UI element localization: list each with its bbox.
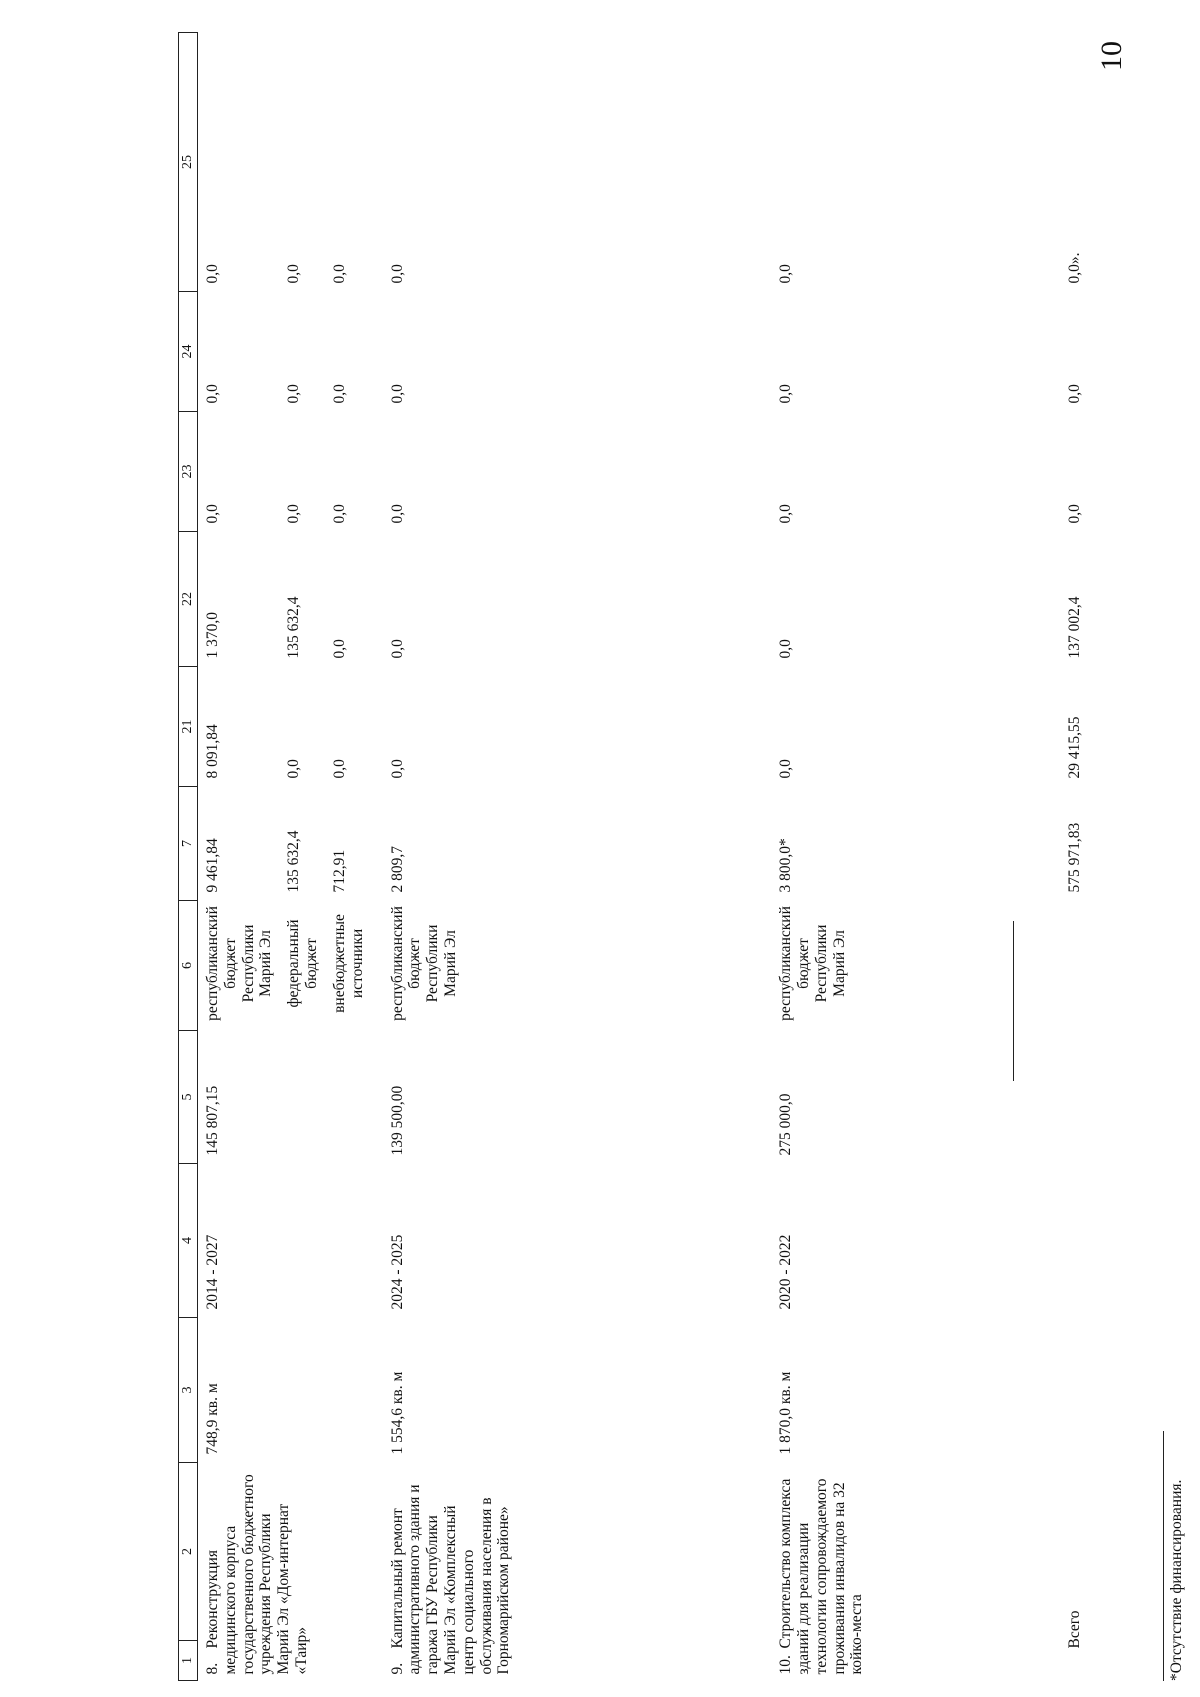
col-header: 25 [179,33,198,292]
cost-cell: 275 000,0 [777,1093,795,1156]
value-cell: 9 461,84 [204,838,221,893]
total-value-cell: 0,0». [1066,252,1084,284]
object-name: Реконструкция медицинского корпуса государственного бюджетного учреждения Республики Марий Эл «Дом-интернат «Таир» [204,1474,311,1675]
object-name-cell [771,1463,1048,1681]
object-name-cell [198,1463,371,1681]
gap-cell [759,33,771,1681]
empty-cell [1060,1318,1138,1463]
gap-cell [371,33,383,1681]
value-cell: 0,0 [388,384,406,404]
financing-table [178,32,1138,1681]
table-row [771,33,1048,1681]
total-value-cell: 0,0 [1066,384,1084,404]
value-cell: 0,0 [777,384,795,404]
col-header: 3 [179,1318,198,1463]
footnote-rule [1163,1431,1164,1681]
total-value-cell: 575 971,83 [1066,822,1084,893]
cost-cell: 139 500,00 [388,1085,406,1156]
period-cell: 2024 - 2025 [388,1234,406,1310]
area-cell: 1 554,6 кв. м [388,1371,406,1455]
value-cell: 135 632,4 [285,830,303,893]
value-cell: 0,0 [777,504,795,524]
col-header: 6 [179,901,198,1031]
object-name-cell [383,1463,760,1681]
value-cell: 8 091,84 [204,724,221,779]
value-cell: 0,0 [204,384,221,404]
total-value-cell: 29 415,55 [1066,716,1084,779]
value-cell: 0,0 [777,759,795,779]
value-cell: 0,0 [204,504,221,524]
value-cell: 0,0 [330,384,348,404]
col-header: 23 [179,412,198,532]
page-number: 10 [1095,41,1128,71]
value-cell: 0,0 [285,504,303,524]
value-cell: 0,0 [204,264,221,284]
row-number: 9. [388,1662,406,1675]
total-label-cell [1060,1463,1138,1681]
value-cell: 3 800,0* [777,838,795,893]
table-row [383,33,760,1681]
col-header: 24 [179,292,198,412]
row-gap [371,33,383,1681]
total-value-cell: 137 002,4 [1066,596,1084,659]
value-cell: 712,91 [330,849,348,893]
value-cell: 0,0 [777,639,795,659]
total-row [1060,33,1138,1681]
col-header: 22 [179,532,198,667]
value-cell: 1 370,0 [204,612,221,659]
col-header: 7 [179,787,198,901]
cost-cell: 145 807,15 [204,1085,221,1156]
row-number: 8. [204,1662,221,1675]
source-cell: внебюджетные источники [330,914,366,1013]
object-name: Капитальный ремонт административного здания и гаража ГБУ Республики Марий Эл «Комплексный центр социального обслуживания населения в Горномарийском районе» [388,1484,513,1675]
table-row [198,33,280,1681]
area-cell: 1 870,0 кв. м [777,1371,795,1455]
value-cell: 0,0 [285,264,303,284]
value-cell: 0,0 [285,759,303,779]
gap-cell [1048,33,1060,1681]
value-cell: 0,0 [388,639,406,659]
source-cell: республиканский бюджет Республики Марий Эл [777,906,848,1021]
value-cell: 0,0 [330,504,348,524]
col-header: 5 [179,1031,198,1164]
value-cell: 135 632,4 [285,596,303,659]
value-cell: 0,0 [330,639,348,659]
source-cell: республиканский бюджет Республики Марий Эл [204,906,275,1021]
value-cell: 0,0 [388,504,406,524]
total-label: Всего [1066,1610,1084,1649]
row-gap [759,33,771,1681]
value-cell: 0,0 [330,264,348,284]
col-header: 1 [179,1641,198,1681]
period-cell: 2014 - 2027 [204,1234,221,1310]
value-cell: 0,0 [330,759,348,779]
footnote: *Отсутствие финансирования. [1168,1479,1185,1681]
empty-cell [1060,1031,1138,1164]
source-cell: федеральный бюджет [285,919,321,1008]
col-header: 21 [179,667,198,787]
rotated-page-content [178,33,1200,1681]
col-header: 2 [179,1463,198,1641]
total-value-cell: 0,0 [1066,504,1084,524]
period-cell: 2020 - 2022 [777,1234,795,1310]
row-gap [1048,33,1060,1681]
separator-line [1013,921,1014,1081]
empty-cell [1060,1164,1138,1318]
value-cell: 2 809,7 [388,846,406,893]
object-name: Строительство комплекса зданий для реализации технологии сопровождаемого проживания инвалидов на 32 койко-места [777,1478,866,1675]
value-cell: 0,0 [388,264,406,284]
row-number: 10. [777,1655,795,1675]
value-cell: 0,0 [777,264,795,284]
col-header: 4 [179,1164,198,1318]
area-cell: 748,9 кв. м [204,1383,221,1455]
empty-cell [1060,901,1138,1031]
column-number-header [179,33,198,1681]
source-cell: республиканский бюджет Республики Марий Эл [388,906,459,1021]
value-cell: 0,0 [285,384,303,404]
value-cell: 0,0 [388,759,406,779]
